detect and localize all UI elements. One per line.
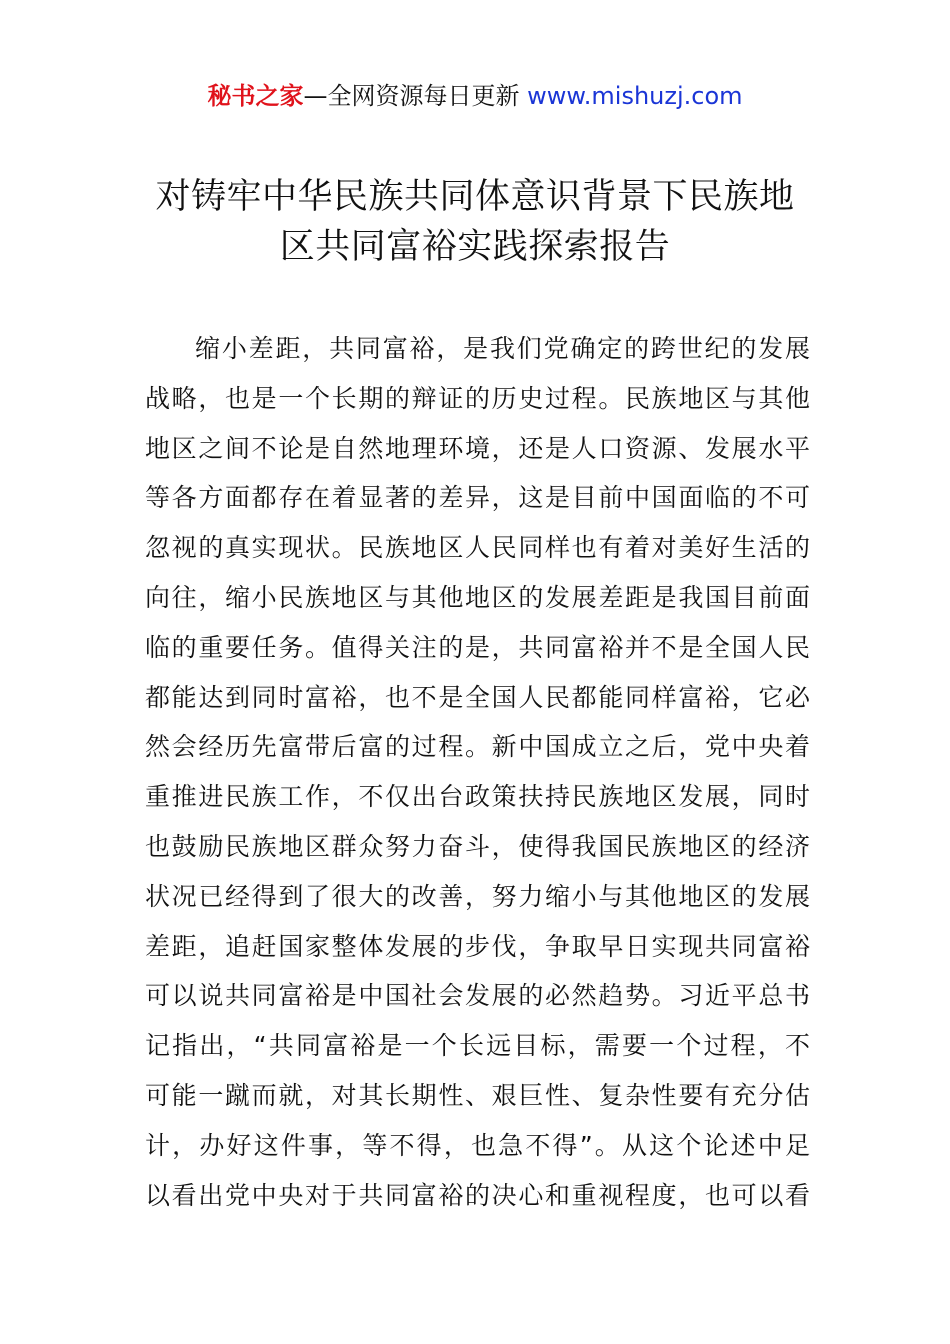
paragraph-line: 计，办好这件事，等不得，也急不得”。从这个论述中足 xyxy=(145,1130,810,1160)
paragraph-line: 可能一蹴而就，对其长期性、艰巨性、复杂性要有充分估 xyxy=(145,1080,810,1110)
paragraph-line: 地区之间不论是自然地理环境，还是人口资源、发展水平 xyxy=(145,433,810,463)
paragraph-line: 向往，缩小民族地区与其他地区的发展差距是我国目前面 xyxy=(145,582,810,612)
paragraph-line: 以看出党中央对于共同富裕的决心和重视程度，也可以看 xyxy=(145,1180,810,1210)
paragraph-line: 缩小差距，共同富裕，是我们党确定的跨世纪的发展 xyxy=(195,334,810,363)
site-url-link[interactable]: www.mishuzj.com xyxy=(527,82,743,110)
paragraph-line: 等各方面都存在着显著的差异，这是目前中国面临的不可 xyxy=(145,483,810,513)
paragraph-line: 临的重要任务。值得关注的是，共同富裕并不是全国人民 xyxy=(145,632,810,662)
paragraph-line: 状况已经得到了很大的改善，努力缩小与其他地区的发展 xyxy=(145,881,810,911)
paragraph-line: 忽视的真实现状。民族地区人民同样也有着对美好生活的 xyxy=(145,533,810,563)
title-line-1: 对铸牢中华民族共同体意识背景下民族地 xyxy=(155,177,795,217)
paragraph-line: 差距，追赶国家整体发展的步伐，争取早日实现共同富裕 xyxy=(145,931,810,961)
brand-name: 秘书之家 xyxy=(207,82,304,110)
paragraph-line: 记指出，“共同富裕是一个长远目标，需要一个过程，不 xyxy=(145,1031,810,1061)
site-header xyxy=(0,80,950,112)
title-line-2: 区共同富裕实践探索报告 xyxy=(279,227,671,267)
paragraph-line: 可以说共同富裕是中国社会发展的必然趋势。习近平总书 xyxy=(145,981,810,1011)
document-body xyxy=(145,324,810,1220)
paragraph-line: 然会经历先富带后富的过程。新中国成立之后，党中央着 xyxy=(145,732,810,762)
paragraph-line: 都能达到同时富裕，也不是全国人民都能同样富裕，它必 xyxy=(145,682,810,712)
header-tagline: —全网资源每日更新 xyxy=(303,82,528,110)
paragraph-line: 战略，也是一个长期的辩证的历史过程。民族地区与其他 xyxy=(145,383,810,413)
document-title xyxy=(120,172,830,272)
paragraph-line: 也鼓励民族地区群众努力奋斗，使得我国民族地区的经济 xyxy=(145,831,810,861)
paragraph-line: 重推进民族工作，不仅出台政策扶持民族地区发展，同时 xyxy=(145,782,810,812)
